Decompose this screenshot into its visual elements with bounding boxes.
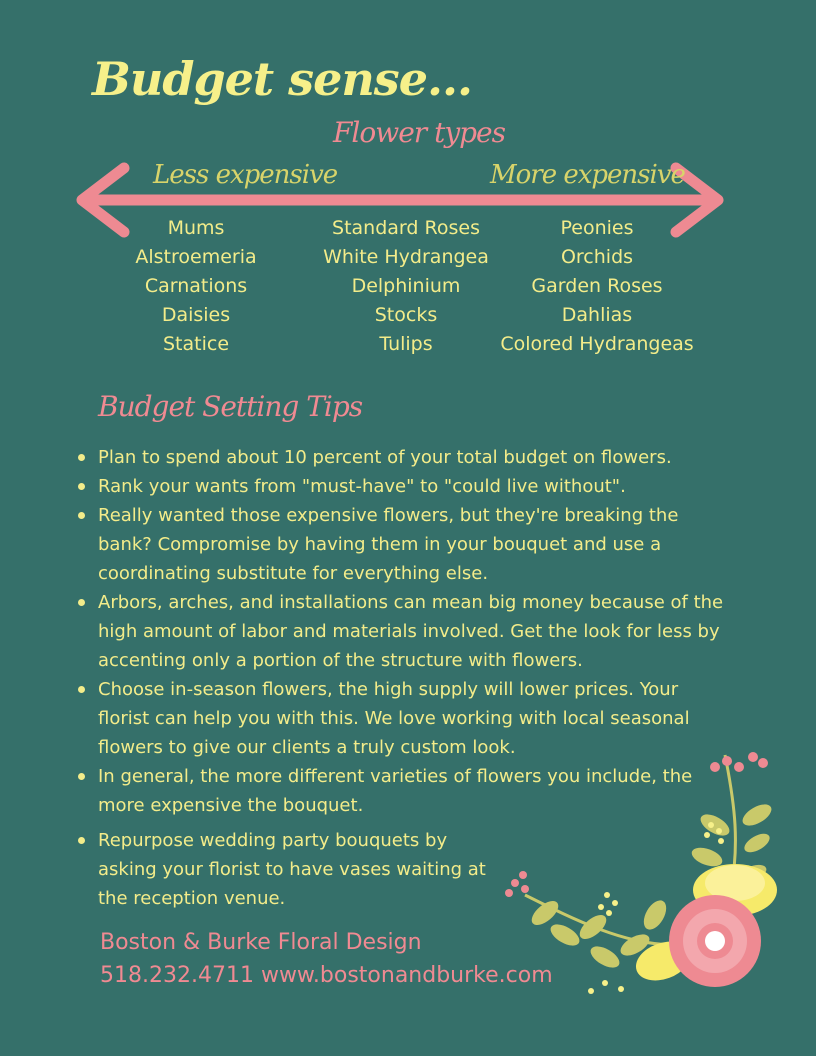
more-expensive-column [488,214,706,359]
flower-item: Dahlias [561,304,633,326]
page-title: Budget sense... [92,52,472,106]
tip-item: Plan to spend about 10 percent of your total budget on flowers. [98,443,728,472]
flower-item: Colored Hydrangeas [500,333,694,355]
flower-item: Standard Roses [332,217,480,239]
tip-item: Rank your wants from "must-have" to "could live without". [98,472,728,501]
tip-item: In general, the more different varieties of flowers you include, the more expensive the bouquet. [98,762,728,820]
flower-item: Carnations [144,275,248,297]
floral-decoration-icon [495,745,795,1005]
mid-price-column [306,214,506,359]
less-expensive-column [96,214,296,359]
business-info [100,926,553,992]
tip-item: Choose in-season flowers, the high supply will lower prices. Your florist can help you with this. We love working with local seasonal flowers to give our clients a truly custom look. [98,675,728,762]
flower-item: Tulips [379,333,433,355]
business-contact: 518.232.4711 www.bostonandburke.com [100,963,553,988]
flower-item: White Hydrangea [323,246,489,268]
flower-types-label: Flower types [333,116,505,149]
flower-item: Statice [162,333,230,355]
flower-item: Peonies [560,217,634,239]
flower-item: Garden Roses [531,275,663,297]
flower-item: Daisies [161,304,231,326]
tip-item: Arbors, arches, and installations can mean big money because of the high amount of labor and materials involved. Get the look for less by accenting only a portion of the structure with flowers. [98,588,728,675]
tip-item: Really wanted those expensive flowers, but they're breaking the bank? Compromise by having them in your bouquet and use a coordinating substitute for everything else. [98,501,728,588]
flower-item: Delphinium [351,275,461,297]
flower-item: Stocks [374,304,438,326]
flower-item: Mums [167,217,225,239]
tips-heading: Budget Setting Tips [98,390,363,423]
less-expensive-label: Less expensive [153,160,338,190]
flower-item: Alstroemeria [135,246,257,268]
more-expensive-label: More expensive [490,160,685,190]
business-name: Boston & Burke Floral Design [100,930,422,955]
tip-item: Repurpose wedding party bouquets by asking your florist to have vases waiting at the reception venue. [98,826,508,913]
flower-item: Orchids [560,246,634,268]
